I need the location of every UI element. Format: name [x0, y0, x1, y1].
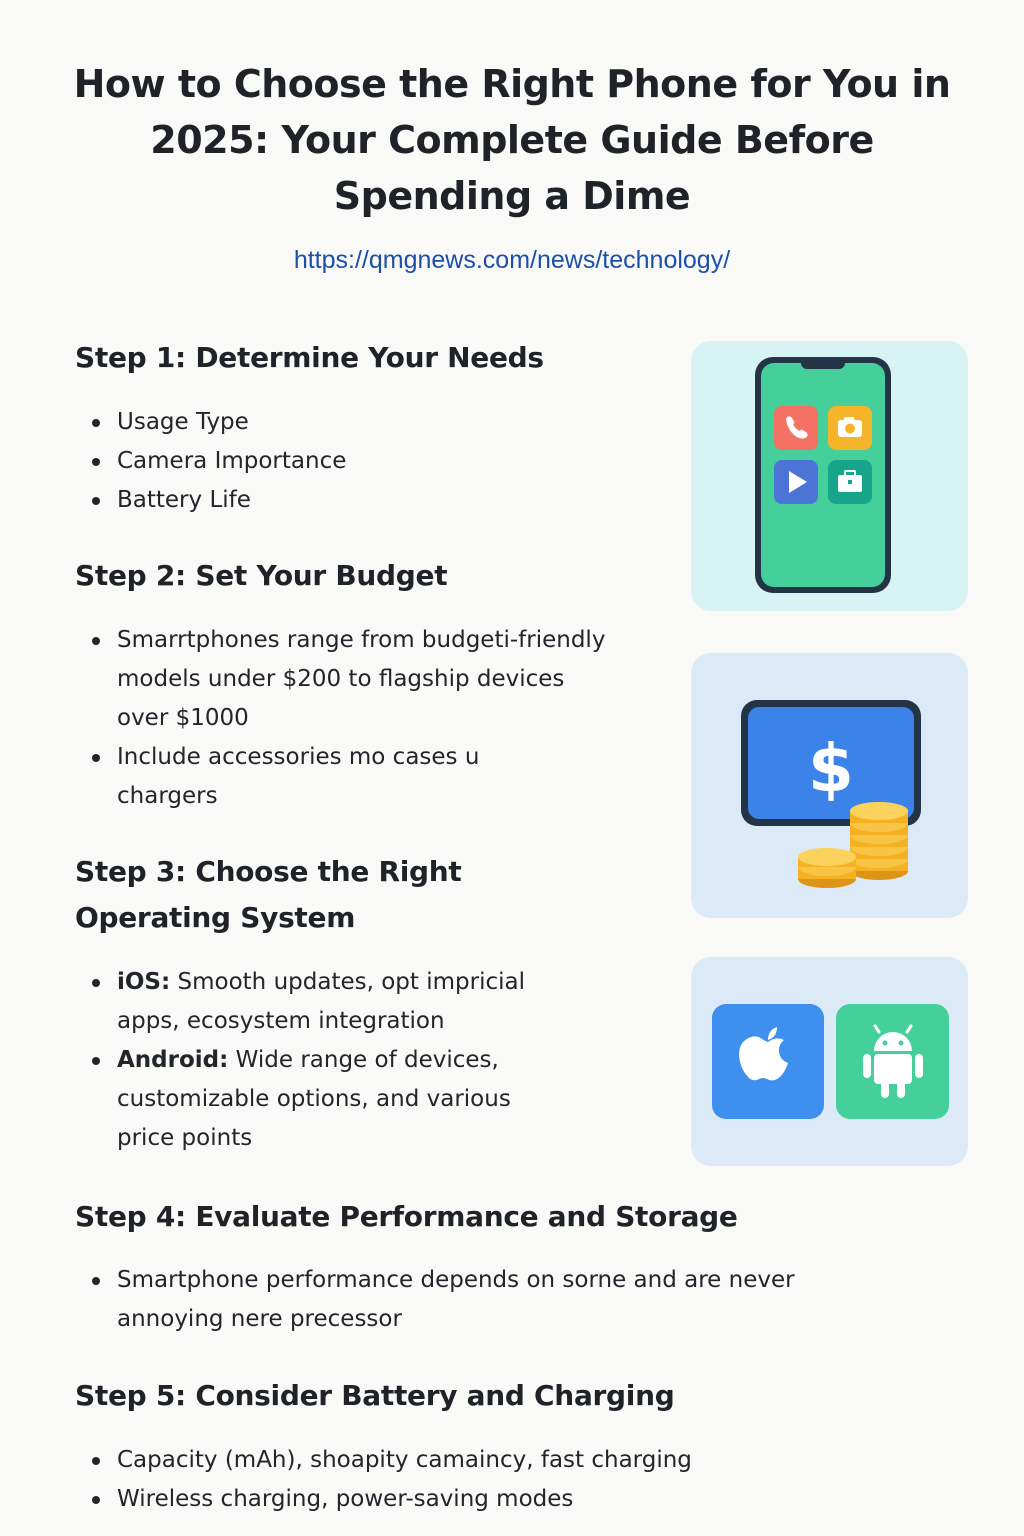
budget-illustration — [691, 653, 968, 918]
bullet-text: Include accessories mo cases u chargers — [117, 744, 480, 809]
step-2-heading: Step 2: Set Your Budget — [75, 559, 448, 592]
phone-illustration-card — [691, 341, 968, 611]
camera-icon — [828, 406, 872, 450]
bullet-text: Smarrtphones range from budgeti-friendly models under $200 to flagship devices over $1000 — [117, 627, 606, 731]
bullet-text: Capacity (mAh), shoapity camaincy, fast charging — [117, 1447, 692, 1473]
list-item — [75, 738, 517, 816]
step-5-heading: Step 5: Consider Battery and Charging — [75, 1379, 675, 1412]
bullet-text: Wireless charging, power-saving modes — [117, 1486, 574, 1512]
list-item — [75, 963, 545, 1041]
source-link[interactable]: https://qmgnews.com/news/technology/ — [293, 246, 731, 274]
list-item — [75, 1041, 545, 1158]
page-title: How to Choose the Right Phone for You in 2025: Your Complete Guide Before Spending a Dime — [73, 62, 951, 218]
bullet-text: Usage Type — [117, 409, 249, 435]
list-item — [75, 481, 635, 520]
step-3-list — [75, 963, 545, 1158]
smartphone-icon — [691, 341, 968, 611]
bullet-text: Camera Importance — [117, 448, 347, 474]
play-icon — [774, 460, 818, 504]
step-4-list — [75, 1261, 875, 1339]
step-1-list — [75, 403, 635, 520]
bullet-text: Wide range of devices, customizable options, and various price points — [117, 1047, 511, 1151]
step-5-list — [75, 1441, 875, 1519]
briefcase-icon — [828, 460, 872, 504]
os-illustration-card — [691, 957, 968, 1166]
bullet-text: Smartphone performance depends on sorne and are never annoying nere precessor — [117, 1267, 795, 1332]
phone-call-icon — [774, 406, 818, 450]
step-1-heading: Step 1: Determine Your Needs — [75, 341, 544, 374]
list-item — [75, 621, 617, 738]
list-item — [75, 1261, 837, 1339]
list-item — [75, 403, 635, 442]
list-item — [75, 1441, 875, 1480]
os-illustration — [691, 957, 968, 1166]
android-robot-icon — [836, 1004, 949, 1119]
bullet-text: Smooth updates, opt impricial apps, ecosystem integration — [117, 969, 525, 1034]
apple-logo-icon — [712, 1004, 824, 1119]
bullet-text: Battery Life — [117, 487, 251, 513]
budget-illustration-card — [691, 653, 968, 918]
list-item — [75, 1480, 875, 1519]
step-3-heading: Step 3: Choose the Right Operating System — [75, 855, 462, 934]
step-4-heading: Step 4: Evaluate Performance and Storage — [75, 1200, 738, 1233]
os-label-ios: iOS: — [117, 969, 171, 995]
step-2-list — [75, 621, 650, 816]
os-label-android: Android: — [117, 1047, 229, 1073]
list-item — [75, 442, 635, 481]
dollar-sign: $ — [808, 730, 854, 807]
